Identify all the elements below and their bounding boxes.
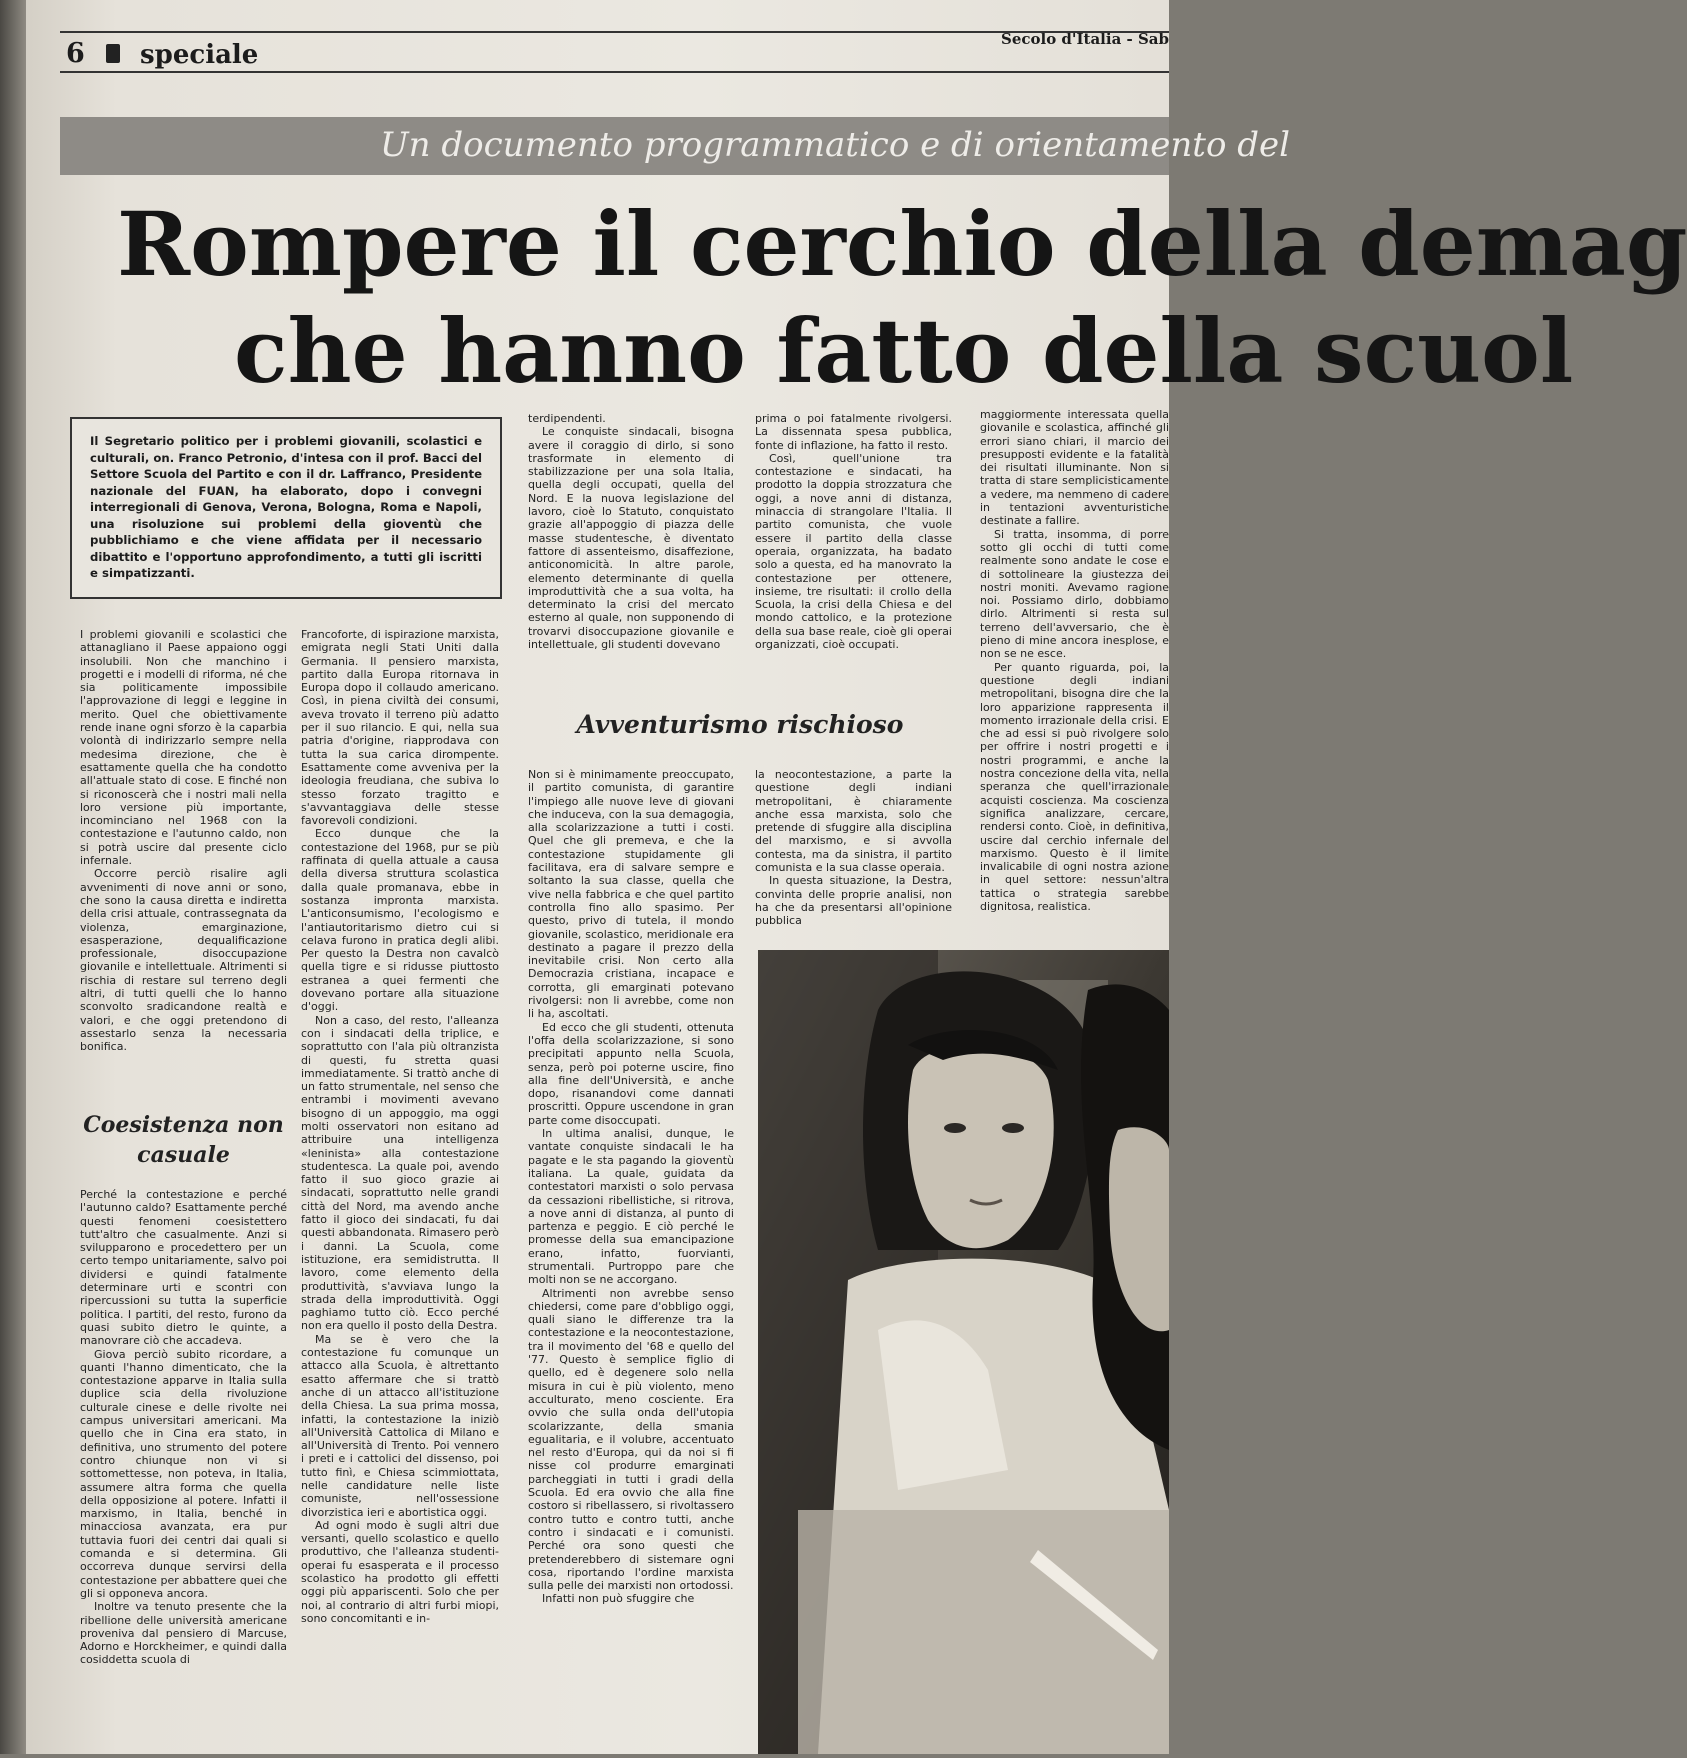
intro-text: Il Segretario politico per i problemi giovanili, scolastici e culturali, on. Franco Petronio, d'intesa con il prof. Bacci del Settore Scuola del Partito e con il dr. Laffranco, Presidente nazionale del FUAN, ha elaborato, dopo i convegni interregionali di Genova, Verona, Bologna, Roma e Napoli, una risoluzione sui problemi della gioventù che pubblichiamo e che viene affidata per il necessario dibattito e l'opportuno approfondimento, a tutti gli iscritti e simpatizzanti. [90,434,482,580]
article-paragraph: I problemi giovanili e scolastici che attanagliano il Paese appaiono oggi insolubili. Non che manchino i progetti e i modelli di riforma, né che sia politicamente impossibile l'approvazione di leggi e leggine in merito. Quel che obiettivamente rende inane ogni sforzo è la caparbia volontà di indirizzarlo sempre nella medesima direzione, che è esattamente quella che ha condotto all'attuale stato di cose. E finché non si riconoscerà che i nostri mali nella loro versione più importante, incominciano nel 1968 con la contestazione e l'autunno caldo, non si potrà uscire dal presente ciclo infernale. [80,628,287,868]
subhead-avventurismo: Avventurismo rischioso [576,710,904,739]
intro-box [70,417,502,599]
article-paragraph: Così, quell'unione tra contestazione e sindacati, ha prodotto la doppia strozzatura che oggi, a nove anni di distanza, minaccia di strangolare l'Italia. Il partito comunista, che vuole essere il partito della classe operaia, organizzata, ha badato solo a questa, ed ha manovrato la contestazione per ottenere, insieme, tre risultati: il crollo della Scuola, la crisi della Chiesa e del mondo cattolico, e la protezione della sua base reale, cioè gli operai organizzati, cioè occupati. [755,451,952,652]
article-paragraph: la neocontestazione, a parte la questione degli indiani metropolitani, è chiaramente anche essa marxista, solo che pretende di sfuggire alla disciplina del marxismo, e si avvolla contesta, ma da sinistra, il partito comunista e la sua classe operaia. [755,768,952,875]
article-paragraph: Ecco dunque che la contestazione del 1968, pur se più raffinata di quella attuale a causa della diversa struttura scolastica dalla quale promanava, ebbe in sostanza impronta marxista. L'anticonsumismo, l'ecologismo e l'antiautoritarismo dietro cui si celava furono in pratica degli alibi. Per questo la Destra non cavalcò quella tigre e si ridusse piuttosto estranea a quei fermenti che dovevano portare alla situazione d'oggi. [301,827,499,1014]
page-number: 6 [66,38,85,69]
article-paragraph: Ed ecco che gli studenti, ottenuta l'offa della scolarizzazione, si sono precipitati appunto nella Scuola, senza, però poi poterne uscire, fino alla fine dell'Università, e anche dopo, risanandovi come dannati proscritti. Oppure uscendone in gran parte come disoccupati. [528,1020,734,1127]
article-paragraph: Infatti non può sfuggire che [542,1592,695,1606]
photo-students [758,950,1169,1754]
top-rule [60,31,1169,33]
article-paragraph: Non si è minimamente preoccupato, il partito comunista, di garantire l'impiego alle nuove leve di giovani che induceva, con la sua demagogia, alla scolarizzazione a tutti i costi. Quel che gli premeva, e che la contestazione stupidamente gli facilitava, era di salvare sempre e soltanto la sua classe, quella che vive nella fabbrica e che quel partito controlla fino allo spasimo. Per questo, privo di tutela, il mondo giovanile, scolastico, meridionale era destinato a pagare il prezzo della inevitabile crisi. Non certo alla Democrazia cristiana, incapace e corrotta, gli emarginati potevano rivolgersi: non li avrebbe, come non li ha, ascoltati. [528,768,734,1021]
section-marker [106,44,120,63]
article-paragraph: Ma se è vero che la contestazione fu comunque un attacco alla Scuola, è altrettanto esatto affermare che si trattò anche di un attacco all'istituzione della Chiesa. La sua prima mossa, infatti, la contestazione la iniziò all'Università Cattolica di Milano e all'Università di Trento. Poi vennero i preti e i cattolici del dissenso, poi tutto finì, e Chiesa scimmiottata, nelle candidature nelle liste comuniste, nell'ossessione divorzistica ieri e abortistica oggi. [301,1332,499,1519]
article-paragraph: Le conquiste sindacali, bisogna avere il coraggio di dirlo, si sono trasformate in elemento di stabilizzazione per una sola Italia, quella degli occupati, quella del Nord. E la nuova legislazione del lavoro, cioè lo Statuto, conquistato grazie all'appoggio di piazza delle masse studentesche, è diventato fattore di assenteismo, disaffezione, anticonomicità. In altre parole, elemento determinante di quella improduttività che a sua volta, ha determinato la crisi del mercato esterno al quale, non supponendo di trovarvi disoccupazione giovanile e intellettuale, gli studenti dovevano [528,425,734,652]
column-3-bottom [528,768,734,1748]
article-paragraph: Non a caso, del resto, l'alleanza con i sindacati della triplice, e soprattutto con l'ala più oltranzista di questi, fu stretta quasi immediatamente. Si trattò anche di un fatto strumentale, nel senso che entrambi i movimenti avevano bisogno di un appoggio, ma oggi molti osservatori non esitano ad attribuire una intelligenza «leninista» alla contestazione studentesca. La quale poi, avendo fatto il suo gioco grazie ai sindacati, soprattutto nelle grandi città del Nord, ma avendo anche fatto il gioco dei sindacati, fu dai questi abbandonata. Rimasero però i danni. La Scuola, come istituzione, era semidistrutta. Il lavoro, come elemento della produttività, s'avviava lungo la strada della improduttività. Oggi paghiamo tutto ciò. Ecco perché non era quello il posto della Destra. [301,1013,499,1333]
article-paragraph: In questa situazione, la Destra, convinta delle proprie analisi, non ha che da presentarsi all'opinione pubblica [755,874,952,928]
article-paragraph: Francoforte, di ispirazione marxista, emigrata negli Stati Uniti dalla Germania. Il pensiero marxista, partito dalla Europa ritornava in Europa dopo il collaudo americano. Così, in piena civiltà dei consumi, aveva trovato il terreno più adatto per il suo rilancio. E qui, nella sua patria d'origine, riapprodava con tutta la sua carica dirompente. Esattamente come avveniva per la ideologia freudiana, che subiva lo stesso forzato tragitto e s'avvantaggiava delle stesse favorevoli condizioni. [301,628,499,828]
column-3-top [528,412,734,690]
column-1-top [80,628,287,1098]
kicker-band [60,117,1290,175]
newspaper-name: Secolo d'Italia - Sab [1000,30,1169,48]
article-paragraph: Perché la contestazione e perché l'autunno caldo? Esattamente perché questi fenomeni coesistettero tutt'altro che casualmente. Anzi si svilupparono e procedettero per un certo tempo unitariamente, salvo poi dividersi e quindi fatalmente determinare urti e scontri con ripercussioni su tutta la superficie politica. I partiti, del resto, furono da quasi subito dietro le quinte, a manovrare ciò che accadeva. [80,1188,287,1348]
article-paragraph: Altrimenti non avrebbe senso chiedersi, come pare d'obbligo oggi, quali siano le differenze tra la contestazione e la neocontestazione, tra il movimento del '68 e quello del '77. Questo è semplice figlio di quello, ed è degenere solo nella misura in cui è più violento, meno acculturato, meno cosciente. Era ovvio che sulla onda dell'utopia scolarizzante, della smania egualitaria, e il volubre, accentuato nel resto d'Europa, qui da noi si fi nisse col produrre emarginati parcheggiati in tutti i gradi della Scuola. Ed era ovvio che alla fine costoro si ribellassero, si rivoltassero contro tutto e contro tutti, anche contro i sindacati e i comunisti. Perché ora sono questi che pretenderebbero di sistemare ogni cosa, riportando l'ordine marxista sulla pelle dei marxisti non ortodossi. [528,1286,734,1593]
article-paragraph: maggiormente interessata quella giovanile e scolastica, affinché gli errori siano chiari, il marcio dei presupposti evidente e la fatalità dei risultati illuminante. Non si tratta di stare semplicisticamente a vedere, ma nemmeno di cadere in tentazioni avventuristiche destinate a fallire. [980,408,1169,528]
article-paragraph: Ad ogni modo è sugli altri due versanti, quello scolastico e quello produttivo, che l'alleanza studenti-operai fu esasperata e il processo scolastico ha prodotto gli effetti oggi più appariscenti. Solo che per noi, al contrario di altri furbi miopi, sono concomitanti e in- [301,1518,499,1625]
article-paragraph: Per quanto riguarda, poi, la questione degli indiani metropolitani, bisogna dire che la loro apparizione rappresenta il momento irrazionale della crisi. E che ad essi si può rivolgere solo per offrire i nostri progetti e i nostri programmi, e anche la nostra concezione della vita, nella speranza che quell'irrazionale acquisti coscienza. Ma coscienza significa analizzare, cercare, rendersi conto. Cioè, in definitiva, uscire dal cerchio infernale del marxismo. Questo è il limite invalicabile di ogni nostra azione in quel settore: nessun'altra tattica o strategia sarebbe dignitosa, realistica. [980,660,1169,913]
article-paragraph: Occorre perciò risalire agli avvenimenti di nove anni or sono, che sono la causa diretta e indiretta della crisi attuale, contrassegnata da violenza, emarginazione, esasperazione, dequalificazione professionale, disoccupazione giovanile e intellettuale. Altrimenti si rischia di restare sul terreno degli altri, di tutti quelli che lo hanno sconvolto sradicandone realtà e valori, e che oggi pretendono di assestarlo senza la necessaria bonifica. [80,867,287,1054]
photo-illustration [758,950,1169,1754]
article-paragraph: terdipendenti. [528,412,606,425]
column-4-top [755,412,952,690]
article-paragraph: Giova perciò subito ricordare, a quanti l'hanno dimenticato, che la contestazione apparve in Italia sulla duplice scia della rivoluzione culturale cinese e delle rivolte nei campus universitari americani. Ma quello che in Cina era stato, in definitiva, uno strumento del potere contro chiunque non vi si sottomettesse, non poteva, in Italia, assumere altra forma che quella della opposizione al potere. Infatti il marxismo, in Italia, benché in minacciosa avanzata, era pur tuttavia fuori dei centri dai quali si comanda e si determina. Gli occorreva dunque servirsi della contestazione per abbattere quei che gli si opponeva ancora. [80,1347,287,1600]
article-paragraph: Inoltre va tenuto presente che la ribellione delle università americane proveniva dal pensiero di Marcuse, Adorno e Horckheimer, e quindi dalla cosiddetta scuola di [80,1600,287,1667]
column-1-bottom [80,1188,287,1748]
article-paragraph: Si tratta, insomma, di porre sotto gli occhi di tutti come realmente sono andate le cose e di sottolineare la giustezza dei nostri moniti. Avevamo ragione noi. Possiamo dirlo, dobbiamo dirlo. Altrimenti si resta sul terreno dell'avversario, che è pieno di mine ancora inesplose, e non se ne esce. [980,527,1169,661]
subhead-coesistenza: Coesistenza non casuale [83,1112,284,1168]
headline-line-1: Rompere il cerchio della demag [117,192,1687,296]
binding-shadow [0,0,26,1754]
article-paragraph: prima o poi fatalmente rivolgersi. La dissennata spesa pubblica, fonte di inflazione, ha fatto il resto. [755,412,952,452]
kicker-text: Un documento programmatico e di orientamento del [380,125,1290,165]
column-5 [980,408,1169,938]
section-label: speciale [140,40,259,70]
column-2 [301,628,499,1748]
header-rule [60,71,1169,73]
headline-line-2: che hanno fatto della scuol [234,299,1574,403]
article-paragraph: In ultima analisi, dunque, le vantate conquiste sindacali le ha pagate e le sta pagando la gioventù italiana. La quale, guidata da contestatori marxisti o solo pervasa da cessazioni ribellistiche, si ritrova, a nove anni di distanza, al punto di partenza e peggio. E ciò perché le promesse della sua emancipazione erano, infatto, fuorvianti, strumentali. Purtroppo pare che molti non se ne accorgano. [528,1127,734,1287]
column-4-bottom [755,768,952,938]
